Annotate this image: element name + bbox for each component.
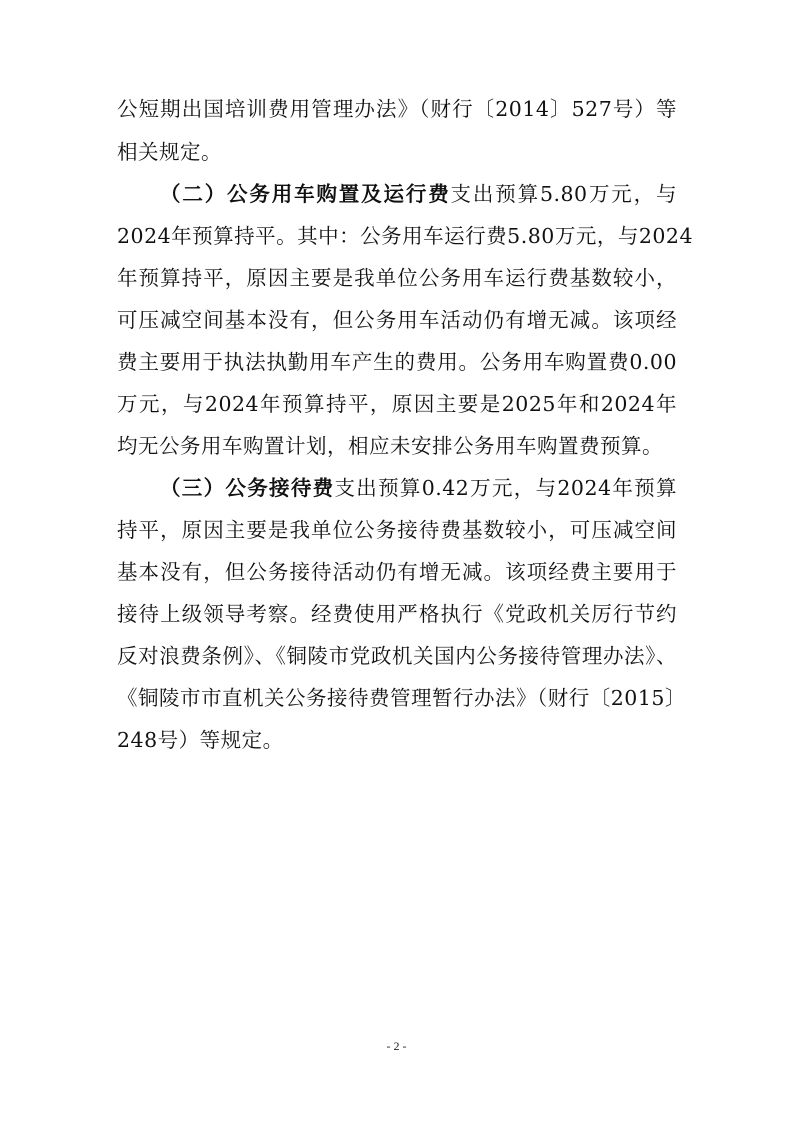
- paragraph-line: 《铜陵市市直机关公务接待费管理暂行办法》（财行〔2015〕: [117, 686, 686, 710]
- paragraph-line: 基本没有，但公务接待活动仍有增无减。该项经费主要用于: [117, 560, 677, 584]
- page-number: - 2 -: [386, 1039, 407, 1053]
- paragraph-line: 持平，原因主要是我单位公务接待费基数较小，可压减空间: [117, 518, 677, 542]
- section-3-heading: （三）公务接待费: [160, 476, 335, 500]
- paragraph-line: 相关规定。: [117, 140, 222, 164]
- section-3-text: 支出预算0.42万元，与2024年预算: [334, 476, 677, 500]
- paragraph-line: 均无公务用车购置计划，相应未安排公务用车购置费预算。: [117, 434, 663, 458]
- section-2-first-line: [160, 174, 677, 214]
- section-2-heading: （二）公务用车购置及运行费: [160, 182, 451, 206]
- paragraph-line: 万元，与2024年预算持平，原因主要是2025年和2024年: [117, 392, 677, 416]
- paragraph-line: 可压减空间基本没有，但公务用车活动仍有增无减。该项经: [117, 308, 677, 332]
- paragraph-line: 反对浪费条例》、《铜陵市党政机关国内公务接待管理办法》、: [117, 644, 677, 668]
- paragraph-line: 2024年预算持平。其中：公务用车运行费5.80万元，与2024: [117, 224, 693, 248]
- section-2-text: 支出预算5.80万元，与: [450, 182, 677, 206]
- paragraph-line: 年预算持平，原因主要是我单位公务用车运行费基数较小，: [117, 266, 677, 290]
- paragraph-line: 公短期出国培训费用管理办法》（财行〔2014〕527号）等: [117, 97, 677, 121]
- paragraph-line: 248号）等规定。: [117, 728, 284, 752]
- section-3-first-line: [160, 468, 677, 508]
- paragraph-line: 接待上级领导考察。经费使用严格执行《党政机关厉行节约: [117, 602, 677, 626]
- paragraph-line: 费主要用于执法执勤用车产生的费用。公务用车购置费0.00: [117, 350, 677, 374]
